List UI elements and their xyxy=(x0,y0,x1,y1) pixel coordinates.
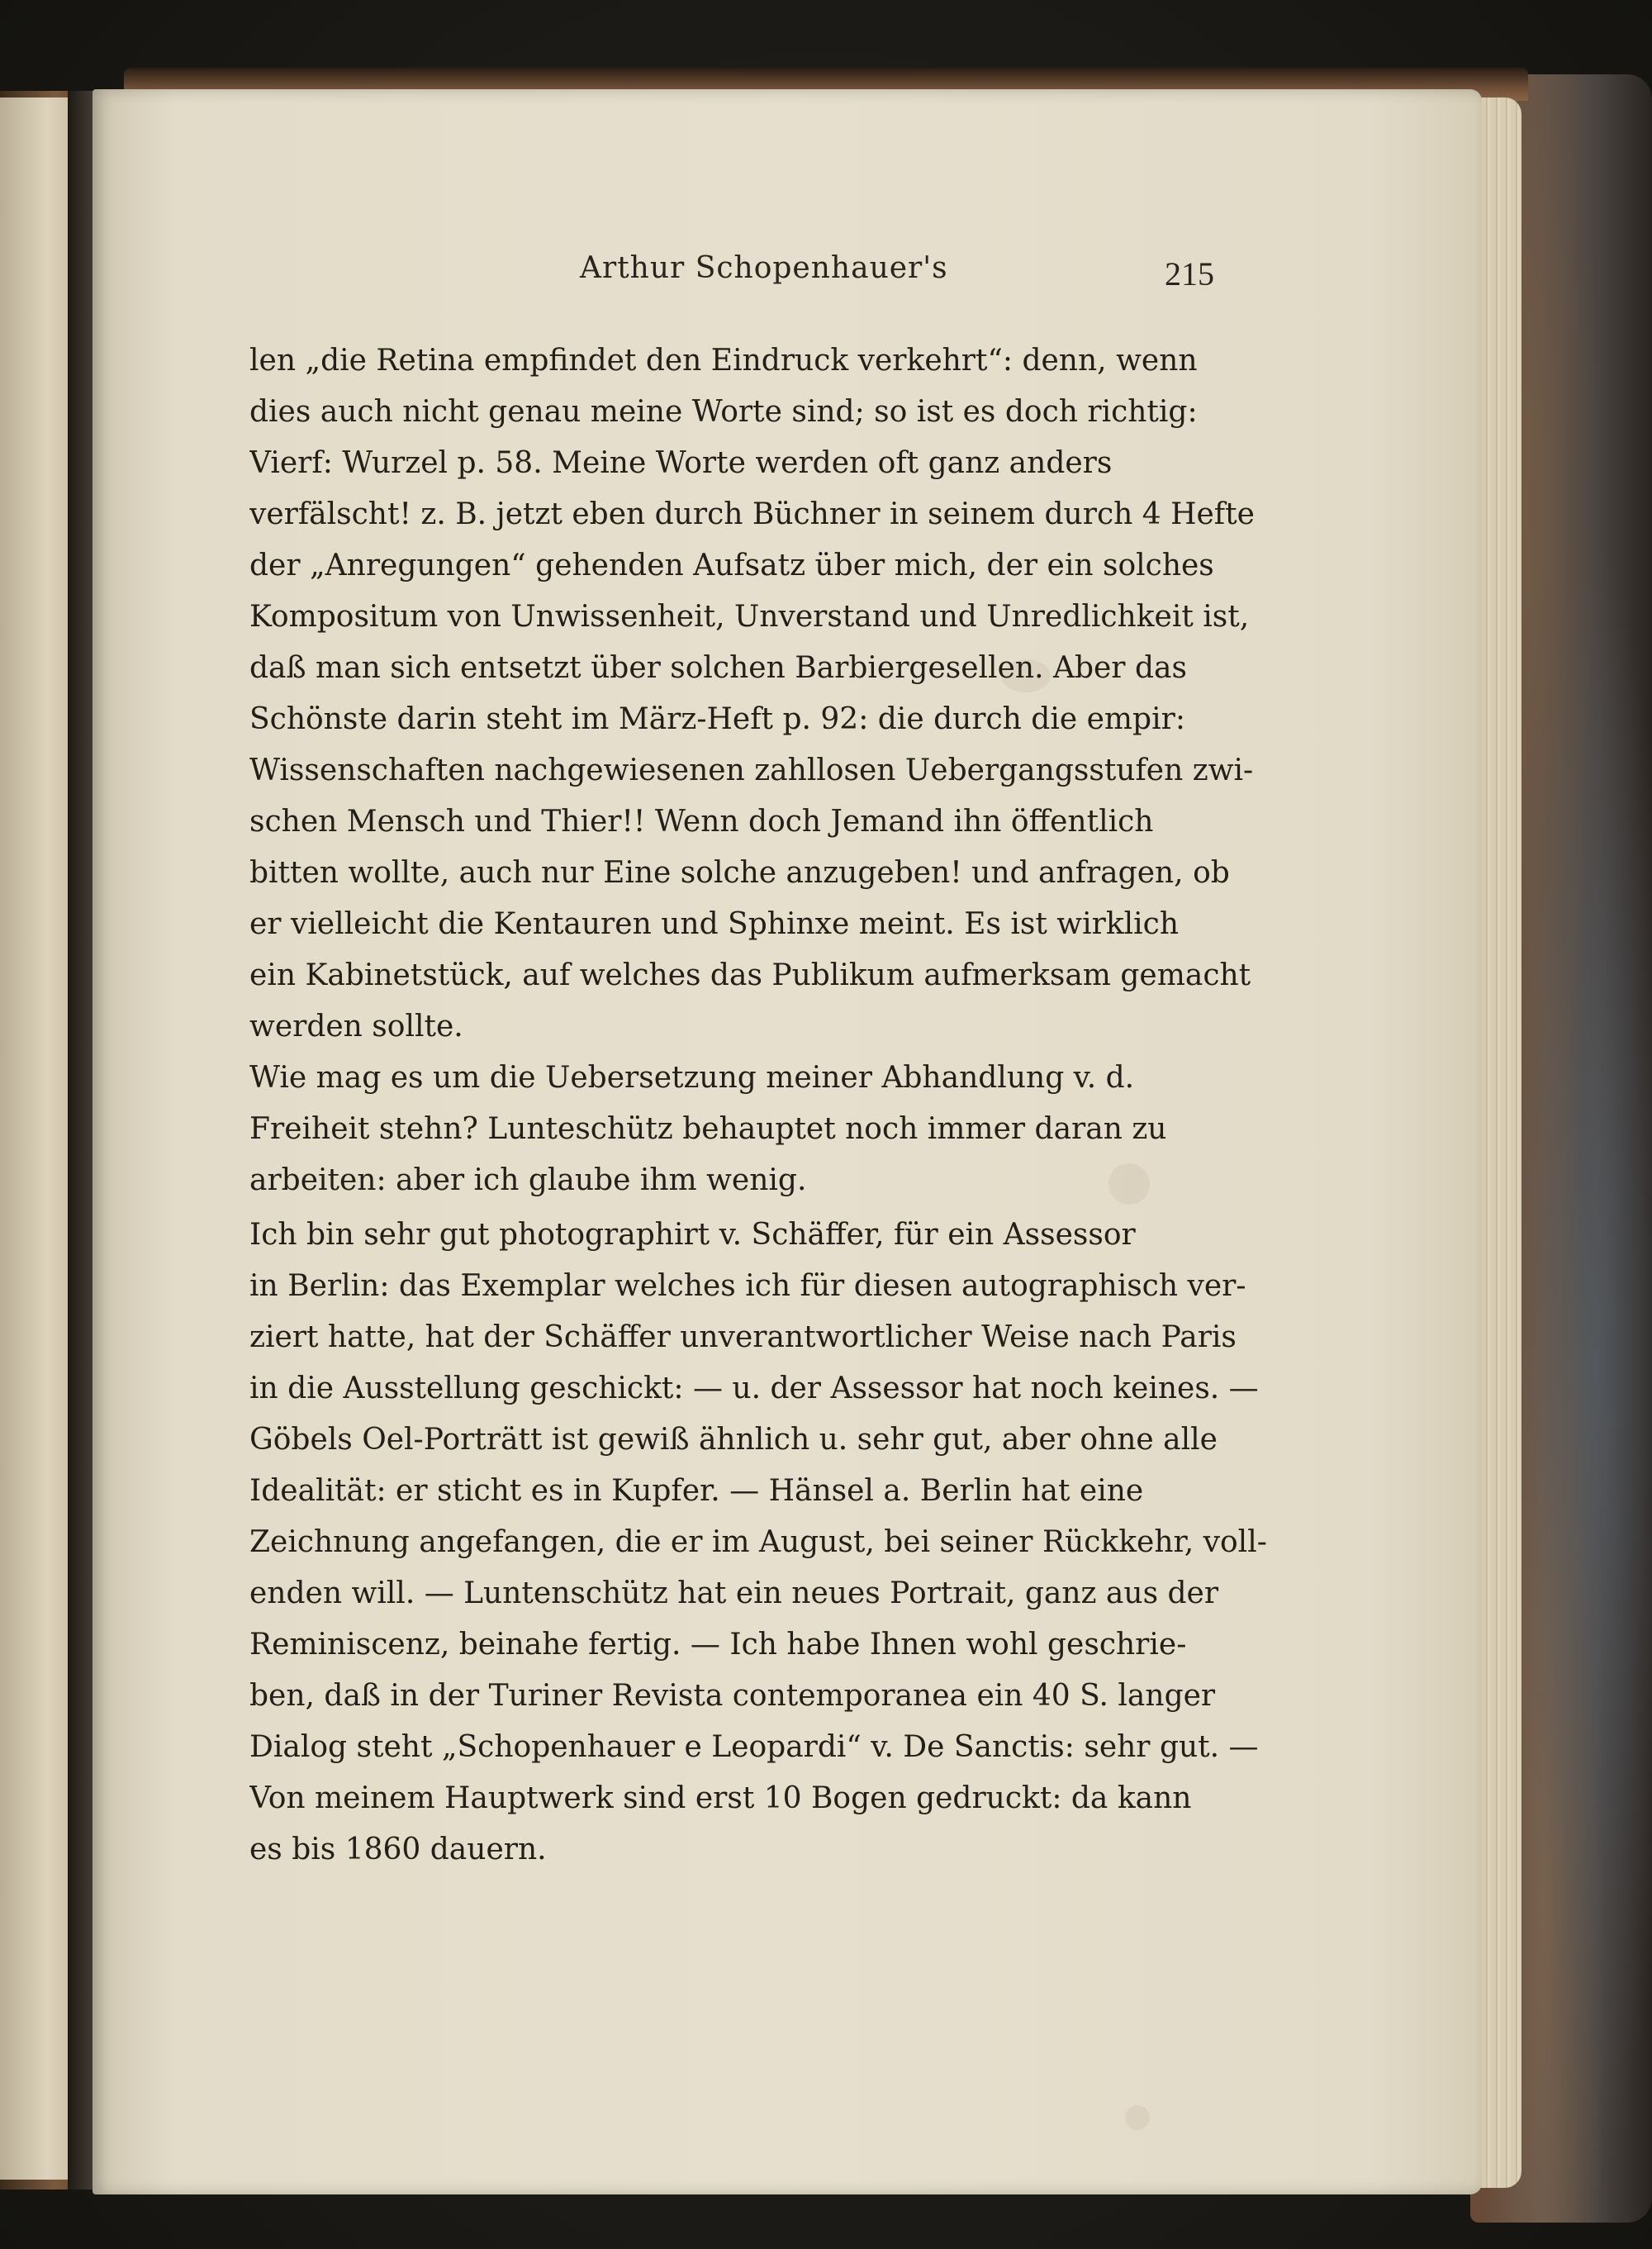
text-line: Schönste darin steht im März-Heft p. 92: die durch die empir: xyxy=(249,702,1185,736)
text-line: Dialog steht „Schopenhauer e Leopardi“ v. De Sanctis: sehr gut. — xyxy=(249,1730,1259,1764)
text-line: Wie mag es um die Uebersetzung meiner Abhandlung v. d. xyxy=(249,1061,1135,1095)
text-line: bitten wollte, auch nur Eine solche anzugeben! und anfragen, ob xyxy=(249,856,1230,890)
text-line: Göbels Oel-Porträtt ist gewiß ähnlich u. sehr gut, aber ohne alle xyxy=(249,1423,1218,1457)
text-line: werden sollte. xyxy=(249,1010,463,1044)
text-line: Kompositum von Unwissenheit, Unverstand und Unredlichkeit ist, xyxy=(249,600,1250,634)
text-line: Reminiscenz, beinahe fertig. — Ich habe Ihnen wohl geschrie- xyxy=(249,1628,1187,1662)
running-head-title: Arthur Schopenhauer's xyxy=(580,251,948,285)
text-line: Wissenschaften nachgewiesenen zahllosen Uebergangsstufen zwi- xyxy=(249,754,1254,787)
text-line: er vielleicht die Kentauren und Sphinxe meint. Es ist wirklich xyxy=(249,907,1180,941)
text-line: daß man sich entsetzt über solchen Barbiergesellen. Aber das xyxy=(249,651,1187,685)
text-line: Ich bin sehr gut photographirt v. Schäffer, für ein Assessor xyxy=(249,1218,1136,1252)
text-line: arbeiten: aber ich glaube ihm wenig. xyxy=(249,1163,807,1197)
text-line: in die Ausstellung geschickt: — u. der Assessor hat noch keines. — xyxy=(249,1372,1259,1405)
text-line: der „Anregungen“ gehenden Aufsatz über mich, der ein solches xyxy=(249,549,1214,582)
paper-stain xyxy=(1125,2105,1150,2130)
text-line: Zeichnung angefangen, die er im August, bei seiner Rückkehr, voll- xyxy=(249,1525,1267,1559)
text-line: dies auch nicht genau meine Worte sind; so ist es doch richtig: xyxy=(249,395,1198,429)
text-line: Idealität: er sticht es in Kupfer. — Hänsel a. Berlin hat eine xyxy=(249,1474,1144,1508)
text-line: Freiheit stehn? Lunteschütz behauptet noch immer daran zu xyxy=(249,1112,1167,1146)
text-line: Von meinem Hauptwerk sind erst 10 Bogen gedruckt: da kann xyxy=(249,1781,1192,1815)
left-page-edge xyxy=(0,97,68,2180)
text-line: enden will. — Luntenschütz hat ein neues Portrait, ganz aus der xyxy=(249,1576,1219,1610)
text-line: ein Kabinetstück, auf welches das Publikum aufmerksam gemacht xyxy=(249,958,1251,992)
page-number: 215 xyxy=(1165,255,1214,292)
text-line: ziert hatte, hat der Schäffer unverantwortlicher Weise nach Paris xyxy=(249,1320,1237,1354)
text-line: Vierf: Wurzel p. 58. Meine Worte werden oft ganz anders xyxy=(249,446,1113,480)
text-line: schen Mensch und Thier!! Wenn doch Jemand ihn öffentlich xyxy=(249,805,1154,839)
text-line: es bis 1860 dauern. xyxy=(249,1833,547,1866)
text-line: len „die Retina empfindet den Eindruck verkehrt“: denn, wenn xyxy=(249,344,1198,378)
text-line: verfälscht! z. B. jetzt eben durch Büchner in seinem durch 4 Hefte xyxy=(249,497,1255,531)
letter-body xyxy=(249,334,1323,1986)
running-head xyxy=(93,251,1482,301)
book-page xyxy=(93,89,1482,2194)
text-line: ben, daß in der Turiner Revista contemporanea ein 40 S. langer xyxy=(249,1679,1216,1713)
text-line: in Berlin: das Exemplar welches ich für diesen autographisch ver- xyxy=(249,1269,1246,1303)
